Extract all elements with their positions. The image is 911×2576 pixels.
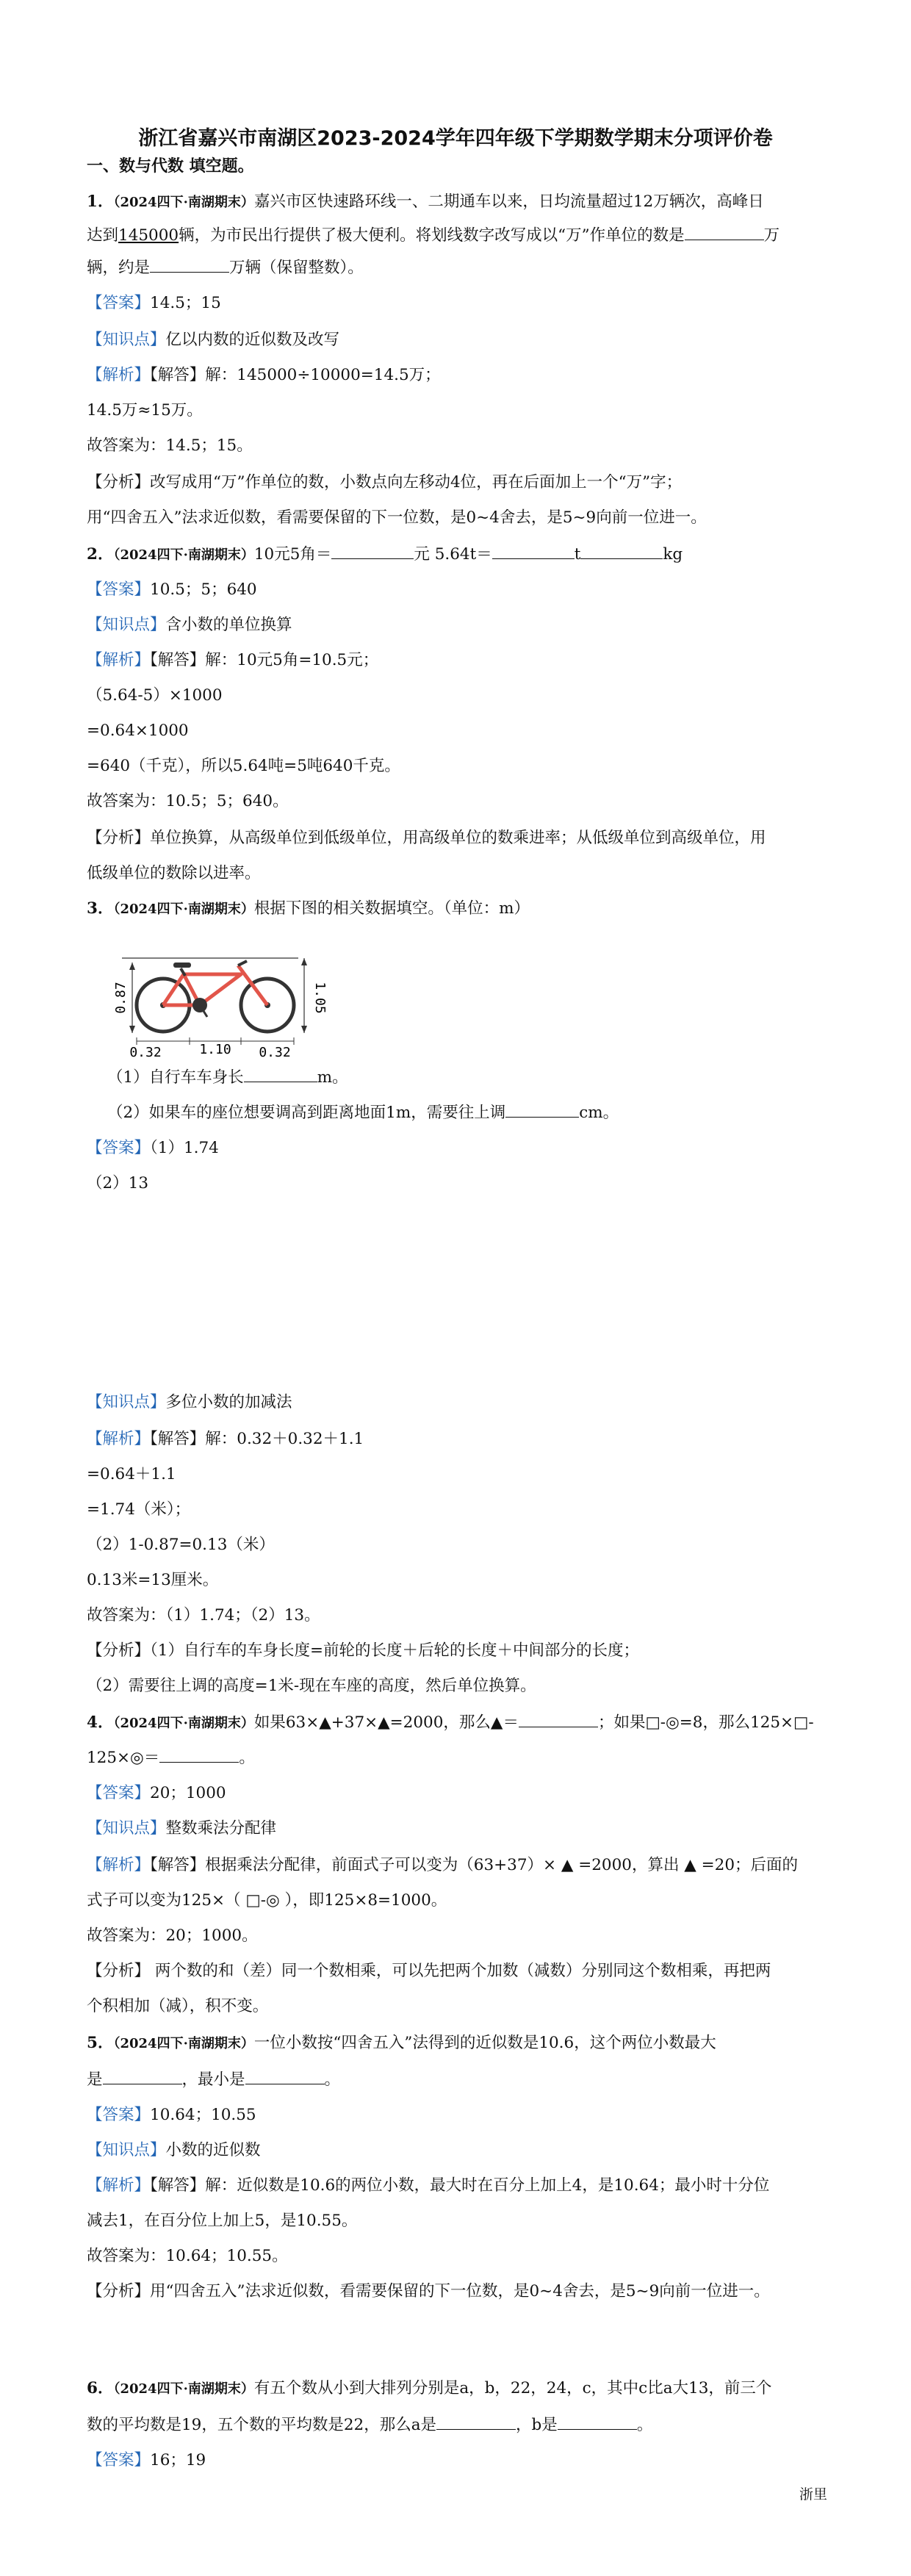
arrow-head (129, 1026, 135, 1033)
q4-explain: 【解析】【解答】根据乘法分配律，前面式子可以变为（63+37）× ▲ =2000，算出 ▲ =20；后面的 (87, 1856, 799, 1874)
page-title: 浙江省嘉兴市南湖区2023-2024学年四年级下学期数学期末分项评价卷 (138, 127, 773, 150)
q1-analysis-2: 用“四舍五入”法求近似数，看需要保留的下一位数，是0~4舍去，是5~9向前一位进一。 (87, 508, 707, 527)
q5-answer: 【答案】10.64；10.55 (87, 2106, 256, 2124)
q6-answer: 【答案】16；19 (87, 2451, 206, 2469)
q1-explain-3: 故答案为：14.5；15。 (87, 436, 253, 455)
q4-analysis: 【分析】 两个数的和（差）同一个数相乘，可以先把两个加数（减数）分别同这个数相乘，再把两 (87, 1962, 771, 1980)
blank[interactable] (492, 542, 575, 559)
q4-explain-2: 式子可以变为125×（ □-◎ ），即125×8=1000。 (87, 1891, 447, 1910)
q6-line-1: 6．（2024四下·南湖期末）有五个数从小到大排列分别是a，b，22，24，c，其中c比a大13，前三个 (87, 2379, 772, 2397)
blank[interactable] (558, 2413, 637, 2430)
q1-explain-2: 14.5万≈15万。 (87, 401, 203, 420)
q3-explain-4: （2）1-0.87=0.13（米） (87, 1536, 275, 1554)
q2-explain-2: （5.64-5）×1000 (87, 686, 223, 705)
q4-line-1: 4．（2024四下·南湖期末）如果63×▲+37×▲=2000，那么▲＝ ；如果□-◎=8，那么125×□- (87, 1710, 814, 1735)
section-heading: 一、数与代数 填空题。 (87, 157, 254, 176)
q2-answer: 【答案】10.5；5；640 (87, 580, 257, 599)
q1-line-1: 1．（2024四下·南湖期末）嘉兴市区快速路环线一、二期通车以来，日均流量超过12万辆次，高峰日 (87, 193, 764, 211)
blank[interactable] (505, 1101, 579, 1118)
blank[interactable] (685, 223, 764, 240)
q3-sub-1: （1）自行车车身长 m。 (107, 1065, 348, 1089)
q1-line-2: 达到145000辆，为市民出行提供了极大便利。将划线数字改写成以“万”作单位的数是 万 (87, 223, 779, 247)
q2-line-1: 2．（2024四下·南湖期末）10元5角＝ 元 5.64t＝ t kg (87, 542, 683, 566)
q2-explain-5: 故答案为：10.5；5；640。 (87, 792, 289, 810)
blank[interactable] (244, 1065, 317, 1082)
q5-analysis: 【分析】用“四舍五入”法求近似数，看需要保留的下一位数，是0~4舍去，是5~9向前一位进一。 (87, 2282, 770, 2300)
q2-explain: 【解析】【解答】解：10元5角=10.5元； (87, 651, 379, 669)
total-height-label: 1.05 (312, 982, 328, 1014)
blank[interactable] (436, 2413, 516, 2430)
blank[interactable] (580, 542, 663, 559)
blank[interactable] (150, 256, 229, 273)
q1-analysis: 【分析】改写成用“万”作单位的数，小数点向左移动4位，再在后面加上一个“万”字； (87, 473, 683, 492)
q3-explain-6: 故答案为：（1）1.74；（2）13。 (87, 1606, 320, 1625)
arrow-head (301, 1026, 307, 1033)
q5-line-2: 是 ，最小是 。 (87, 2068, 340, 2091)
q4-explain-3: 故答案为：20；1000。 (87, 1926, 258, 1945)
q6-line-2: 数的平均数是19，五个数的平均数是22，那么a是 ，b是 。 (87, 2413, 652, 2436)
q2-point: 【知识点】含小数的单位换算 (87, 616, 292, 634)
blank[interactable] (519, 1710, 598, 1727)
q4-point: 【知识点】整数乘法分配律 (87, 1819, 277, 1838)
q3-analysis-2: （2）需要往上调的高度=1米-现在车座的高度，然后单位换算。 (87, 1677, 536, 1695)
seat-height-label: 0.87 (113, 982, 129, 1014)
q3-sub-2: （2）如果车的座位想要调高到距离地面1m，需要往上调 cm。 (107, 1101, 619, 1124)
seat (173, 963, 191, 968)
arrow-head (301, 958, 307, 965)
q3-explain-2: =0.64＋1.1 (87, 1465, 176, 1483)
q3-point: 【知识点】多位小数的加减法 (87, 1393, 292, 1411)
rear-wheel-width-label: 0.32 (129, 1045, 162, 1058)
q1-line-3: 辆，约是 万辆（保留整数）。 (87, 256, 364, 279)
bicycle-figure (110, 955, 331, 1058)
q1-explain: 【解析】【解答】解：145000÷10000=14.5万； (87, 366, 441, 384)
q5-line-1: 5．（2024四下·南湖期末）一位小数按“四舍五入”法得到的近似数是10.6，这个两位小数最大 (87, 2034, 716, 2052)
handlebar (238, 961, 247, 965)
q3-line-1: 3．（2024四下·南湖期末）根据下图的相关数据填空。（单位：m） (87, 899, 530, 918)
q3-analysis: 【分析】（1）自行车的车身长度=前轮的长度＋后轮的长度＋中间部分的长度； (87, 1641, 639, 1660)
blank[interactable] (245, 2068, 325, 2084)
q2-analysis: 【分析】单位换算，从高级单位到低级单位，用高级单位的数乘进率；从低级单位到高级单位，用 (87, 829, 766, 847)
q5-point: 【知识点】小数的近似数 (87, 2141, 261, 2159)
blank[interactable] (331, 542, 414, 559)
q5-explain-2: 减去1，在百分位上加上5，是10.55。 (87, 2212, 358, 2230)
q4-analysis-2: 个积相加（减），积不变。 (87, 1997, 269, 2015)
page-footer: 浙里 (799, 2486, 828, 2503)
q1-point: 【知识点】亿以内数的近似数及改写 (87, 331, 340, 349)
q5-explain: 【解析】【解答】解：近似数是10.6的两位小数，最大时在百分上加上4，是10.64；最小时十分位 (87, 2176, 770, 2195)
q1-answer: 【答案】14.5；15 (87, 294, 221, 312)
q3-explain-3: =1.74（米）； (87, 1500, 191, 1519)
q3-explain: 【解析】【解答】解：0.32＋0.32＋1.1 (87, 1430, 364, 1448)
q2-explain-3: =0.64×1000 (87, 722, 189, 740)
front-wheel-width-label: 0.32 (259, 1045, 291, 1058)
middle-width-label: 1.10 (199, 1042, 231, 1057)
arrow-head (129, 963, 135, 970)
q2-explain-4: =640（千克），所以5.64吨=5吨640千克。 (87, 757, 400, 775)
blank[interactable] (103, 2068, 182, 2084)
q3-explain-5: 0.13米=13厘米。 (87, 1571, 219, 1589)
q5-explain-3: 故答案为：10.64；10.55。 (87, 2247, 288, 2265)
q3-answer: 【答案】（1）1.74 (87, 1139, 219, 1157)
q4-line-2: 125×◎＝ 。 (87, 1746, 255, 1769)
blank[interactable] (159, 1746, 239, 1763)
q4-answer: 【答案】20；1000 (87, 1784, 226, 1802)
q2-analysis-2: 低级单位的数除以进率。 (87, 864, 261, 882)
q3-answer-2: （2）13 (87, 1174, 149, 1192)
